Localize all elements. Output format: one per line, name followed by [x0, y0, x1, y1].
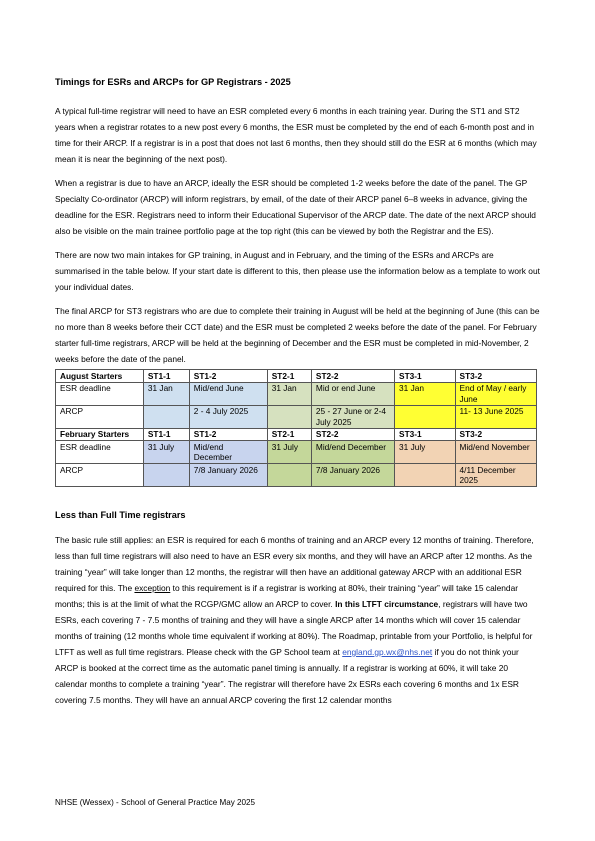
paragraph-ltft — [55, 532, 540, 708]
gp-school-email-link[interactable]: england.gp.wx@nhs.net — [342, 647, 433, 657]
table-cell: Mid or end June — [311, 382, 394, 405]
table-cell: ST1-2 — [189, 428, 267, 441]
table-cell — [395, 464, 456, 487]
ltft-text-2: to this requirement is if a registrar is working at 80%, their training “year” will take 15 calendar months; this is at the limit of what the RCGP/GMC allow an ARCP to cover. — [55, 583, 519, 609]
table-cell: ST2-1 — [267, 370, 311, 383]
table-cell: August Starters — [56, 370, 144, 383]
esr-arcp-table — [55, 369, 537, 487]
table-cell: 25 - 27 June or 2-4 July 2025 — [311, 405, 394, 428]
table-cell: ESR deadline — [56, 382, 144, 405]
paragraph-intakes: There are now two main intakes for GP training, in August and in February, and the timing of the ESRs and ARCPs are summarised in the table below. If your start date is different to this, then please use the information below as a template to work out your individual dates. — [55, 250, 540, 292]
table-cell — [143, 405, 189, 428]
table-cell: ST3-2 — [455, 370, 536, 383]
table-cell: Mid/end November — [455, 441, 536, 464]
table-row — [56, 382, 537, 405]
table-cell: ST1-1 — [143, 428, 189, 441]
table-cell: Mid/end June — [189, 382, 267, 405]
table-cell: ST1-1 — [143, 370, 189, 383]
paragraph-final-arcp: The final ARCP for ST3 registrars who are due to complete their training in August will be held at the beginning of June (this can be no more than 8 weeks before their CCT date) and the ESR must be completed 2 weeks before the date of the panel. For February starter full-time registrars, ARCP will be held at the beginning of December and the ESR must be completed in mid-November, 2 weeks before the date of the panel. — [55, 306, 540, 364]
table-cell: ST3-2 — [455, 428, 536, 441]
table-header-row-august — [56, 370, 537, 383]
document-body — [55, 76, 540, 716]
table-row — [56, 464, 537, 487]
table-cell: ARCP — [56, 405, 144, 428]
table-cell: ST1-2 — [189, 370, 267, 383]
table-cell: 31 July — [395, 441, 456, 464]
table-cell: 7/8 January 2026 — [189, 464, 267, 487]
section-heading-ltft: Less than Full Time registrars — [55, 510, 186, 520]
table-cell: 31 Jan — [143, 382, 189, 405]
table-cell — [267, 405, 311, 428]
table-cell: ARCP — [56, 464, 144, 487]
ltft-text-4: if you do not think your ARCP is booked at the correct time as the automatic panel timing is annually. If a registrar is working at 60%, it will take 20 calendar months to complete a training “year”. The registrar will therefore have 2x ESRs each covering 6 months and 1x ESR covering 7.5 months. They will have an annual ARCP covering the first 12 calendar months — [55, 647, 519, 705]
table-cell: ST2-1 — [267, 428, 311, 441]
table-cell — [143, 464, 189, 487]
exception-underlined: exception — [134, 583, 171, 593]
table-cell: 31 Jan — [267, 382, 311, 405]
table-cell: Mid/end December — [189, 441, 267, 464]
ltft-text-3: , registrars will have two ESRs, each covering 7 - 7.5 months of training and they will have a single ARCP after 14 months which will cover 15 calendar months of training (12 months whole time equivalent if working at 80%). The Roadmap, printable from your Portfolio, is helpful for LTFT as well as full time registrars. Please check with the GP School team at — [55, 599, 533, 657]
table-cell: 11- 13 June 2025 — [455, 405, 536, 428]
page-footer: NHSE (Wessex) - School of General Practice May 2025 — [55, 798, 256, 807]
ltft-text-1: The basic rule still applies: an ESR is required for each 6 months of training and an ARCP every 12 months of training. Therefore, less than full time registrars will also need to have an ESR every six months, and they will have an ARCP after 12 months. As the training “year” will take longer than 12 months, the registrar will then have an additional gateway ARCP with an additional ESR required for this. The — [55, 535, 534, 593]
table-row — [56, 441, 537, 464]
ltft-circumstance-bold: In this LTFT circumstance — [335, 599, 439, 609]
table-cell: End of May / early June — [455, 382, 536, 405]
table-cell: ST2-2 — [311, 428, 394, 441]
paragraph-arcp-timing: When a registrar is due to have an ARCP, ideally the ESR should be completed 1-2 weeks before the date of the panel. The GP Specialty Co-ordinator (ARCP) will inform registrars, by email, of the date of their ARCP panel 6–8 weeks in advance, giving the deadline for the ESR. Registrars need to inform their Educational Supervisor of the ARCP date. The date of the next ARCP should also be visible on the main trainee portfolio page at the top right (this can be viewed by both the Registrar and the ES). — [55, 178, 536, 236]
table-cell: ST3-1 — [395, 428, 456, 441]
table-cell — [267, 464, 311, 487]
table-cell: ST3-1 — [395, 370, 456, 383]
table-cell: ST2-2 — [311, 370, 394, 383]
table-row — [56, 405, 537, 428]
table-cell: 31 Jan — [395, 382, 456, 405]
paragraph-esr-frequency: A typical full-time registrar will need to have an ESR completed every 6 months in each training year. During the ST1 and ST2 years when a registrar rotates to a new post every 6 months, the ESR must be completed by the end of each 6-month post and in time for their ARCP. If a registrar is in a post that does not last 6 months, then they should still do the ESR at 6 months (which may mean it is near the beginning of the next post). — [55, 106, 537, 164]
table-cell: Mid/end December — [311, 441, 394, 464]
table-header-row-february — [56, 428, 537, 441]
table-cell: 2 - 4 July 2025 — [189, 405, 267, 428]
table-cell: ESR deadline — [56, 441, 144, 464]
table-cell: 4/11 December 2025 — [455, 464, 536, 487]
table-cell: February Starters — [56, 428, 144, 441]
page-title: Timings for ESRs and ARCPs for GP Registrars - 2025 — [55, 77, 291, 87]
table-cell: 31 July — [143, 441, 189, 464]
table-cell: 7/8 January 2026 — [311, 464, 394, 487]
table-cell — [395, 405, 456, 428]
table-cell: 31 July — [267, 441, 311, 464]
